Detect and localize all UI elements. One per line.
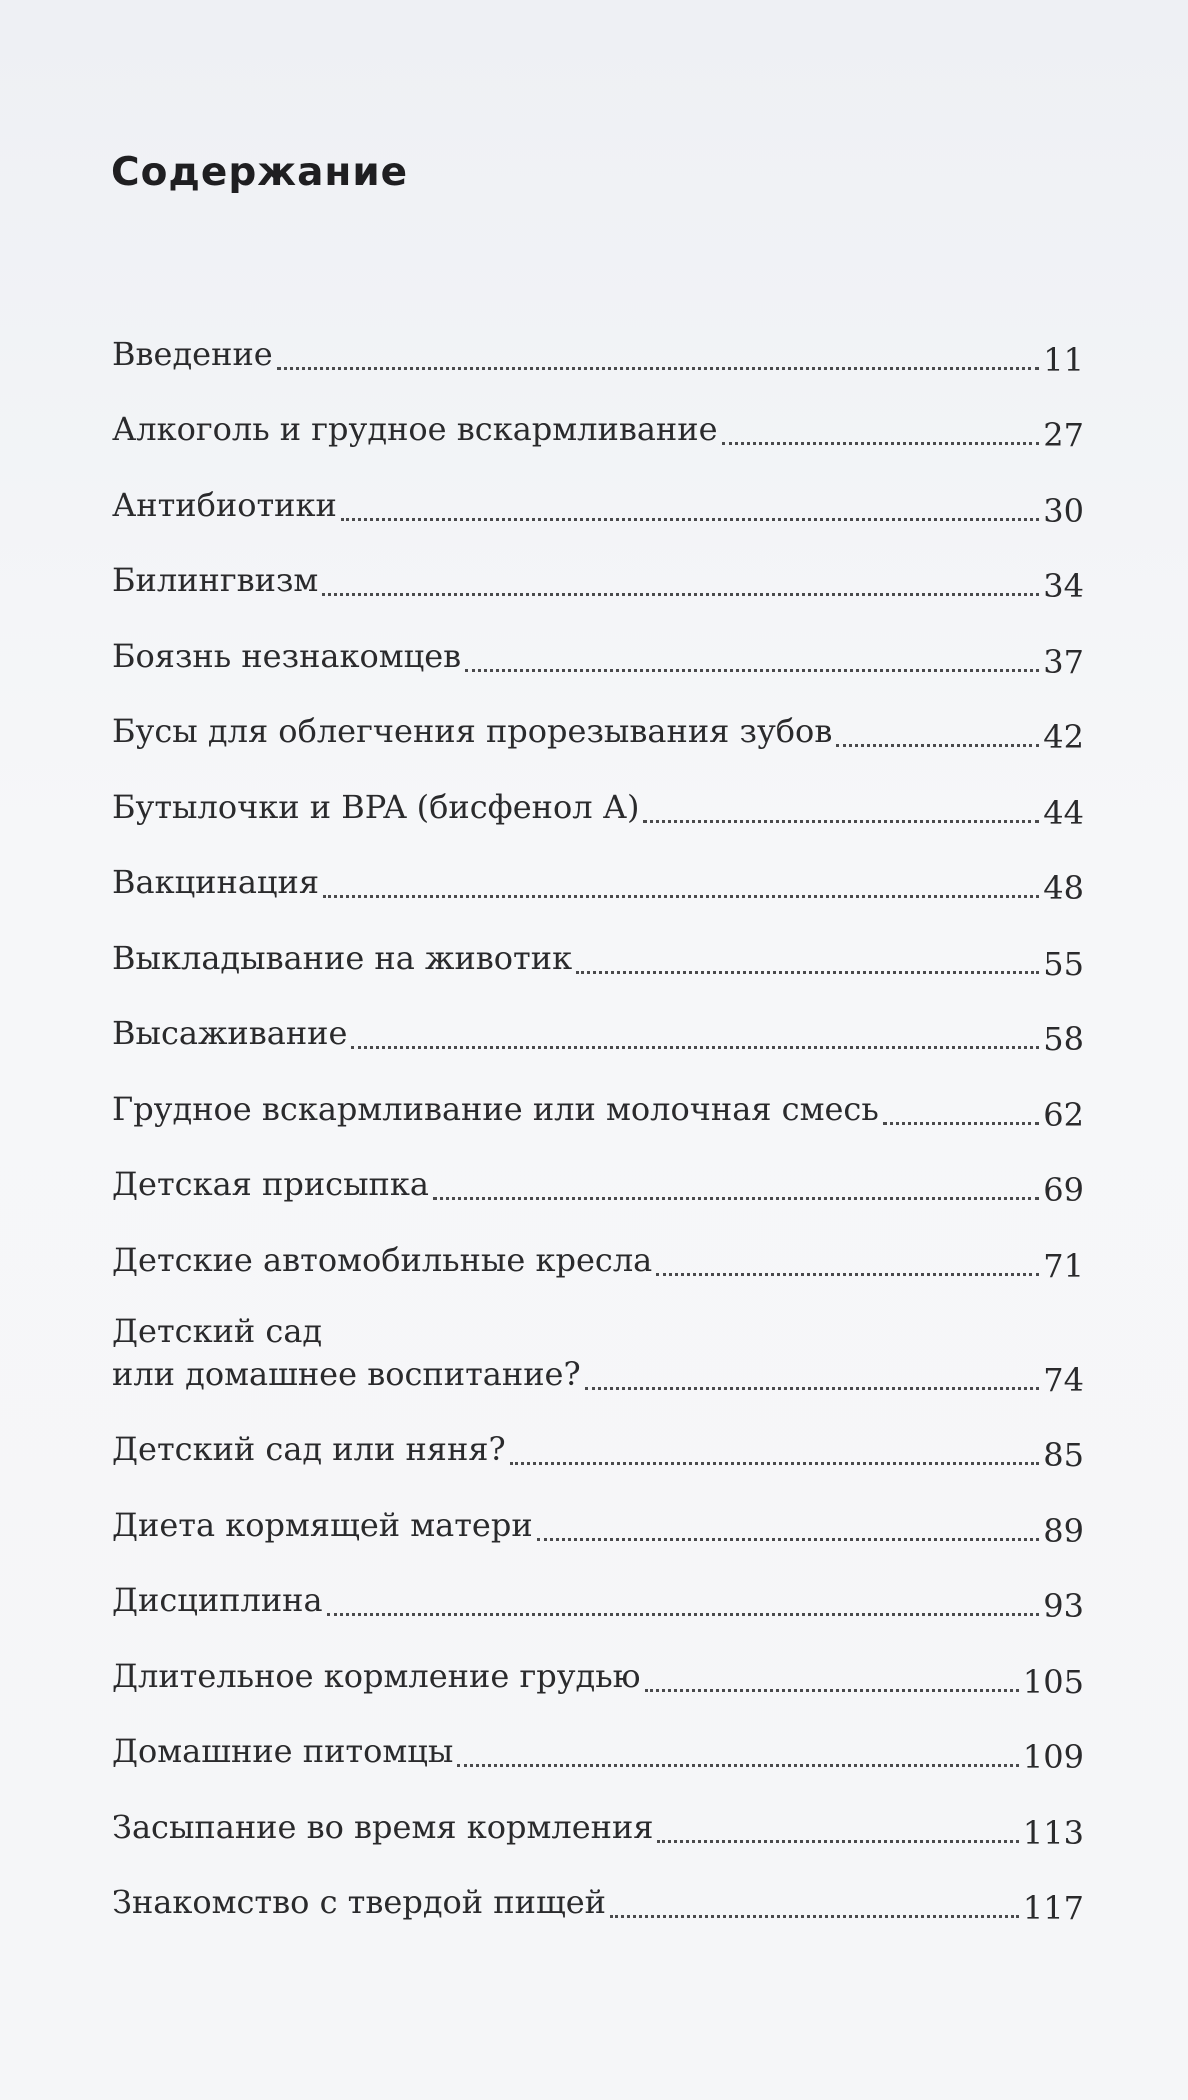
toc-entry-page: 44 [1043,793,1084,832]
toc-entry-page: 74 [1043,1360,1084,1399]
toc-entry-page: 48 [1043,869,1084,907]
toc-entry-page: 30 [1043,491,1084,530]
dot-leader [322,593,1039,596]
dot-leader [645,1689,1019,1692]
toc-entry-label: Домашние питомцы [112,1732,454,1770]
toc-entry-label: Бутылочки и BPA (бисфенол А) [112,787,640,826]
toc-entry-page: 58 [1043,1020,1084,1058]
toc-entry [112,904,1084,983]
toc-entry-label: Длительное кормление грудью [112,1656,641,1695]
toc-entry [112,1849,1084,1925]
dot-leader [323,895,1039,898]
toc-entry-page: 93 [1043,1587,1084,1625]
toc-entry [112,829,1084,905]
toc-entry-page: 117 [1022,1889,1084,1927]
toc-entry [112,753,1084,832]
toc-entry [112,1547,1084,1623]
toc-entry-page: 105 [1022,1662,1084,1701]
dot-leader [465,669,1039,672]
toc-entry [112,527,1084,603]
dot-leader [722,442,1040,445]
toc-entry [112,1698,1084,1774]
toc-entry-label: Боязнь незнакомцев [112,636,462,675]
dot-leader [585,1387,1040,1390]
toc-entry-label: Билингвизм [112,561,319,599]
toc-entry [112,1622,1084,1701]
toc-entry [112,1206,1084,1285]
toc-entry [112,678,1084,754]
toc-entry-label: Грудное вскармливание или молочная смесь [112,1089,879,1128]
dot-leader [327,1613,1040,1616]
dot-leader [643,820,1039,823]
toc-entry-label: Вакцинация [112,863,319,901]
toc-entry-page: 71 [1043,1246,1084,1285]
toc-entry-page: 62 [1043,1095,1084,1134]
dot-leader [457,1764,1019,1767]
toc-entry-page: 34 [1043,567,1084,605]
dot-leader [341,518,1039,521]
toc-entry-label: Засыпание во время кормления [112,1807,654,1846]
toc-entry-label: Детская присыпка [112,1165,429,1203]
dot-leader [657,1840,1018,1843]
table-of-contents [112,300,1084,1927]
dot-leader [510,1462,1040,1465]
toc-entry-page: 11 [1043,340,1084,379]
toc-entry-page: 113 [1022,1813,1084,1852]
dot-leader [576,971,1039,974]
dot-leader [656,1273,1039,1276]
toc-entry-label: Высаживание [112,1014,348,1052]
toc-entry [112,1282,1084,1399]
dot-leader [836,744,1039,747]
toc-entry [112,376,1084,452]
dot-leader [883,1122,1040,1125]
toc-entry-page: 109 [1022,1738,1084,1776]
toc-entry-label: Бусы для облегчения прорезывания зубов [112,712,833,750]
toc-entry [112,300,1084,379]
dot-leader [277,367,1040,370]
toc-entry [112,1773,1084,1852]
toc-entry-label: Детский сад или домашнее воспитание? [112,1311,581,1393]
toc-entry-page: 37 [1043,642,1084,681]
toc-entry-label: Диета кормящей матери [112,1505,533,1544]
toc-entry [112,1055,1084,1134]
toc-entry-label: Антибиотики [112,485,337,524]
toc-entry-label: Детские автомобильные кресла [112,1240,653,1279]
toc-entry-label: Алкоголь и грудное вскармливание [112,410,718,448]
toc-entry-label: Введение [112,334,273,373]
toc-entry-page: 89 [1043,1511,1084,1550]
toc-entry-label: Выкладывание на животик [112,938,573,977]
toc-entry [112,1131,1084,1207]
toc-entry [112,1396,1084,1472]
dot-leader [351,1046,1039,1049]
dot-leader [433,1197,1039,1200]
toc-entry [112,602,1084,681]
toc-entry-label: Детский сад или няня? [112,1430,506,1468]
toc-entry [112,1471,1084,1550]
toc-entry-page: 42 [1043,718,1084,756]
dot-leader [537,1538,1040,1541]
dot-leader [610,1915,1019,1918]
toc-entry [112,980,1084,1056]
toc-entry [112,451,1084,530]
toc-entry-label: Знакомство с твердой пищей [112,1883,606,1921]
contents-heading: Содержание [111,150,409,195]
toc-entry-page: 27 [1043,416,1084,454]
toc-entry-label: Дисциплина [112,1581,323,1619]
toc-entry-page: 69 [1043,1171,1084,1209]
toc-entry-page: 85 [1043,1436,1084,1474]
toc-entry-page: 55 [1043,944,1084,983]
